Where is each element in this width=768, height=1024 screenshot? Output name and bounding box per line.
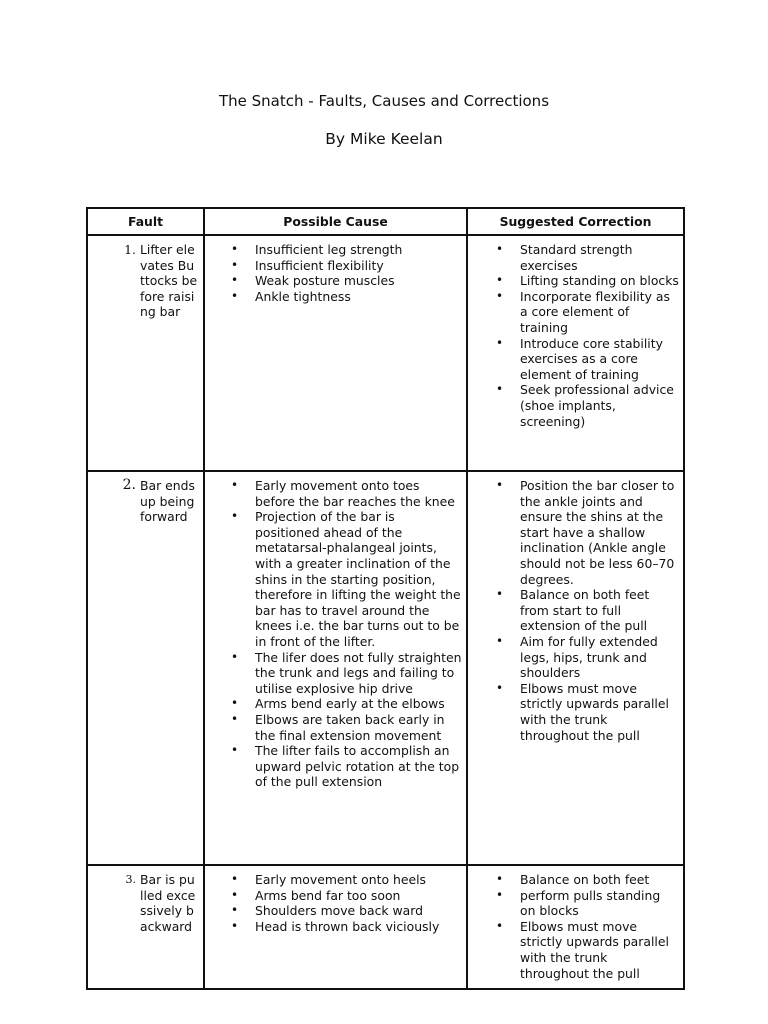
list-item: • Early movement onto toes before the bar reaches the knee (231, 478, 455, 509)
document-title: The Snatch - Faults, Causes and Corrections (218, 92, 550, 110)
bullet-icon: • (231, 711, 239, 726)
bullet-icon: • (496, 633, 504, 648)
faults-table (86, 207, 685, 990)
bullet-icon: • (231, 887, 239, 902)
list-item: • Lifting standing on blocks (496, 273, 679, 289)
bullet-icon: • (496, 887, 504, 902)
bullet-icon: • (496, 478, 504, 492)
fault-cell (87, 865, 204, 989)
bullet-icon: • (496, 382, 504, 397)
list-item: • Aim for fully extended legs, hips, trunk and shoulders (496, 633, 658, 681)
table-row (87, 865, 684, 989)
bullet-icon: • (231, 649, 239, 664)
bullet-icon: • (231, 273, 239, 288)
list-item: • Elbows must move strictly upwards parallel with the trunk throughout the pull (496, 680, 669, 743)
correction-list (470, 872, 679, 981)
list-item: • Insufficient leg strength (231, 242, 403, 257)
list-item: • Elbows are taken back early in the final extension movement (231, 711, 445, 743)
fault-number: 3. (125, 873, 136, 886)
bullet-icon: • (496, 680, 504, 695)
correction-list (470, 478, 679, 743)
list-item: • Incorporate flexibility as a core element of training (496, 288, 670, 335)
fault-text: Lifter elevates Buttocks before raising bar (140, 242, 198, 320)
list-item: • perform pulls standing on blocks (496, 887, 661, 919)
fault-number: 1. (124, 242, 136, 257)
list-item: • Insufficient flexibility (231, 257, 384, 273)
cause-cell (204, 865, 467, 989)
list-item: • The lifter fails to accomplish an upward pelvic rotation at the top of the pull extension (231, 743, 460, 790)
table-row (87, 471, 684, 865)
fault-cell (87, 235, 204, 471)
list-item: • Weak posture muscles (231, 273, 395, 289)
bullet-icon: • (496, 872, 504, 886)
cause-cell (204, 235, 467, 471)
bullet-icon: • (496, 335, 504, 350)
list-item: • Arms bend early at the elbows (231, 696, 445, 712)
list-item: • Standard strength exercises (496, 242, 633, 273)
cause-list (207, 478, 462, 790)
bullet-icon: • (231, 903, 239, 918)
document-author: By Mike Keelan (325, 130, 443, 148)
correction-list (470, 242, 679, 429)
list-item: • Ankle tightness (231, 288, 351, 304)
table-row (87, 235, 684, 471)
list-item: • Early movement onto heels (231, 872, 426, 887)
list-item: • Introduce core stability exercises as a core element of training (496, 335, 663, 382)
fault-text: Bar ends up being forward (140, 478, 195, 525)
correction-cell (467, 865, 684, 989)
header-fault: Fault (87, 208, 204, 235)
header-possible-cause: Possible Cause (204, 208, 467, 235)
list-item: • Position the bar closer to the ankle joints and ensure the shins at the start have a shallow inclination (Ankle angle should not be less 60–70 degrees. (496, 478, 675, 587)
bullet-icon: • (231, 509, 239, 524)
bullet-icon: • (496, 273, 504, 288)
bullet-icon: • (496, 288, 504, 303)
fault-number: 2. (122, 477, 136, 493)
list-item: • Seek professional advice (shoe implants, screening) (496, 382, 674, 429)
list-item: • The lifer does not fully straighten the trunk and legs and failing to utilise explosive hip drive (231, 649, 462, 696)
bullet-icon: • (231, 872, 239, 886)
correction-cell (467, 471, 684, 865)
header-suggested-correction: Suggested Correction (467, 208, 684, 235)
bullet-icon: • (231, 257, 239, 272)
list-item: • Balance on both feet from start to full extension of the pull (496, 587, 650, 634)
bullet-icon: • (231, 696, 239, 711)
fault-cell (87, 471, 204, 865)
cause-list (207, 872, 462, 934)
list-item: • Head is thrown back viciously (231, 918, 440, 934)
bullet-icon: • (231, 288, 239, 303)
list-item: • Arms bend far too soon (231, 887, 401, 903)
table-header-row (87, 208, 684, 235)
correction-cell (467, 235, 684, 471)
bullet-icon: • (231, 743, 239, 758)
bullet-icon: • (231, 478, 239, 492)
bullet-icon: • (496, 242, 504, 256)
list-item: • Projection of the bar is positioned ahead of the metatarsal-phalangeal joints, with a greater inclination of the shins in the starting position, therefore in lifting the weight the bar has to travel around the knees i.e. the bar turns out to be in front of the lifter. (231, 509, 461, 649)
bullet-icon: • (231, 242, 239, 256)
list-item: • Elbows must move strictly upwards parallel with the trunk throughout the pull (496, 918, 669, 981)
bullet-icon: • (496, 918, 504, 933)
list-item: • Shoulders move back ward (231, 903, 423, 919)
bullet-icon: • (231, 918, 239, 933)
cause-list (207, 242, 462, 304)
fault-text: Bar is pulled excessively backward (140, 872, 196, 934)
cause-cell (204, 471, 467, 865)
bullet-icon: • (496, 587, 504, 602)
list-item: • Balance on both feet (496, 872, 650, 887)
